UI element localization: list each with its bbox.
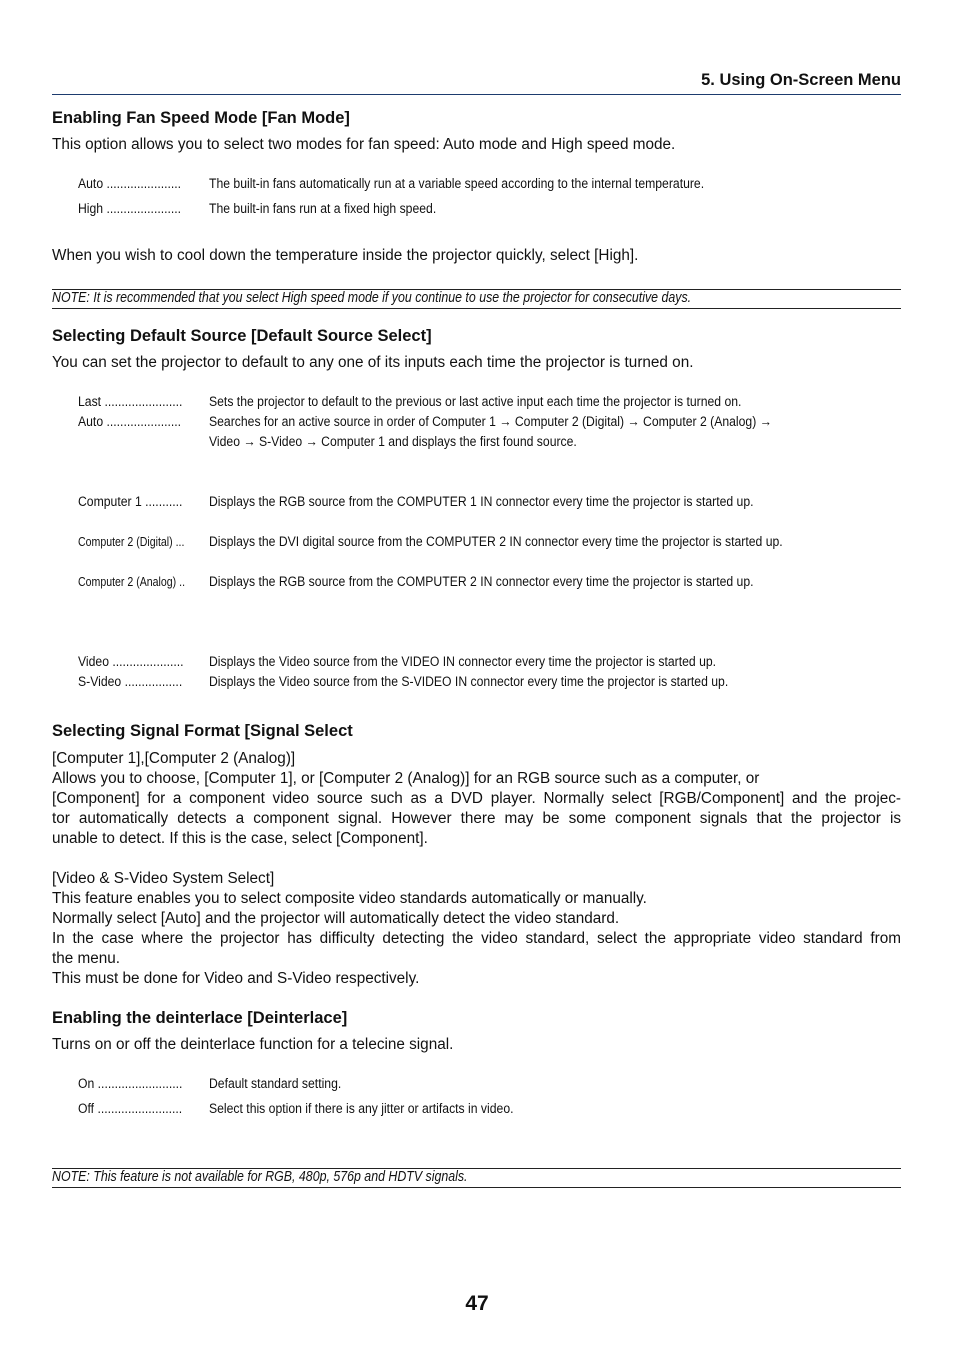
deinterlace-note-box xyxy=(52,1168,901,1188)
default-source-heading: Selecting Default Source [Default Source Select] xyxy=(52,327,432,345)
signal-select-para2-line2: Normally select [Auto] and the projector will automatically detect the video standard. xyxy=(52,910,620,927)
fan-mode-note: NOTE: It is recommended that you select High speed mode if you continue to use the projector for consecutive days. xyxy=(52,290,692,306)
deinterlace-desc-on: Default standard setting. xyxy=(209,1076,342,1092)
fan-mode-desc-auto: The built-in fans automatically run at a variable speed according to the internal temperature. xyxy=(209,176,705,192)
default-source-term-last: Last ....................... xyxy=(78,394,183,410)
default-source-desc-computer2-analog: Displays the RGB source from the COMPUTER 2 IN connector every time the projector is started up. xyxy=(209,574,754,590)
default-source-term-svideo: S-Video ................. xyxy=(78,674,183,690)
header-divider xyxy=(52,94,901,95)
deinterlace-intro: Turns on or off the deinterlace function for a telecine signal. xyxy=(52,1036,454,1053)
deinterlace-heading: Enabling the deinterlace [Deinterlace] xyxy=(52,1009,348,1027)
deinterlace-desc-off: Select this option if there is any jitter or artifacts in video. xyxy=(209,1101,514,1117)
signal-select-sub1: [Computer 1],[Computer 2 (Analog)] xyxy=(52,750,296,767)
signal-select-para2-line5: This must be done for Video and S-Video respectively. xyxy=(52,970,420,987)
signal-select-sub2: [Video & S-Video System Select] xyxy=(52,870,275,887)
default-source-term-computer1: Computer 1 ........... xyxy=(78,494,183,510)
default-source-desc-last: Sets the projector to default to the previous or last active input each time the projector is turned on. xyxy=(209,394,742,410)
signal-select-para2-line4: the menu. xyxy=(52,950,121,967)
deinterlace-note: NOTE: This feature is not available for RGB, 480p, 576p and HDTV signals. xyxy=(52,1169,468,1185)
fan-mode-term-high: High ...................... xyxy=(78,201,182,217)
page-number: 47 xyxy=(465,1292,489,1315)
default-source-desc-auto: Searches for an active source in order of Computer 1 → Computer 2 (Digital) → Computer 2 (Analog) → xyxy=(209,414,772,430)
default-source-desc-computer1: Displays the RGB source from the COMPUTER 1 IN connector every time the projector is started up. xyxy=(209,494,754,510)
signal-select-para1-line4: unable to detect. If this is the case, select [Component]. xyxy=(52,830,428,847)
fan-mode-note-box xyxy=(52,289,901,309)
default-source-intro: You can set the projector to default to any one of its inputs each time the projector is turned on. xyxy=(52,354,694,371)
signal-select-heading: Selecting Signal Format [Signal Select xyxy=(52,722,353,740)
default-source-desc-video: Displays the Video source from the VIDEO IN connector every time the projector is started up. xyxy=(209,654,717,670)
default-source-term-computer2-analog: Computer 2 (Analog) .. xyxy=(78,575,186,589)
default-source-term-video: Video ..................... xyxy=(78,654,184,670)
default-source-desc-computer2-digital: Displays the DVI digital source from the COMPUTER 2 IN connector every time the projector is started up. xyxy=(209,534,783,550)
default-source-term-computer2-digital: Computer 2 (Digital) ... xyxy=(78,535,185,549)
signal-select-para1-line2: [Component] for a component video source such as a DVD player. Normally select [RGB/Component] and the projec- xyxy=(52,790,901,807)
fan-mode-desc-high: The built-in fans run at a fixed high speed. xyxy=(209,201,437,217)
fan-mode-heading: Enabling Fan Speed Mode [Fan Mode] xyxy=(52,109,350,127)
signal-select-block-1 xyxy=(52,749,901,849)
deinterlace-term-on: On ......................... xyxy=(78,1076,183,1092)
fan-mode-term-auto: Auto ...................... xyxy=(78,176,182,192)
signal-select-para1-line1: Allows you to choose, [Computer 1], or [Computer 2 (Analog)] for an RGB source such as a computer, or xyxy=(52,770,760,787)
deinterlace-term-off: Off ......................... xyxy=(78,1101,183,1117)
default-source-desc-svideo: Displays the Video source from the S-VIDEO IN connector every time the projector is started up. xyxy=(209,674,729,690)
default-source-desc-auto-cont: Video → S-Video → Computer 1 and displays the first found source. xyxy=(209,434,577,450)
fan-mode-intro: This option allows you to select two modes for fan speed: Auto mode and High speed mode. xyxy=(52,136,676,153)
page-header-title: 5. Using On-Screen Menu xyxy=(701,71,901,89)
signal-select-para1-line3: tor automatically detects a component signal. However there may be some component signals that the projector is xyxy=(52,810,901,827)
signal-select-para2-line3: In the case where the projector has difficulty detecting the video standard, select the appropriate video standard from xyxy=(52,930,901,947)
signal-select-para2-line1: This feature enables you to select composite video standards automatically or manually. xyxy=(52,890,647,907)
signal-select-block-2 xyxy=(52,869,901,989)
fan-mode-outro: When you wish to cool down the temperature inside the projector quickly, select [High]. xyxy=(52,247,639,264)
default-source-term-auto: Auto ...................... xyxy=(78,414,182,430)
